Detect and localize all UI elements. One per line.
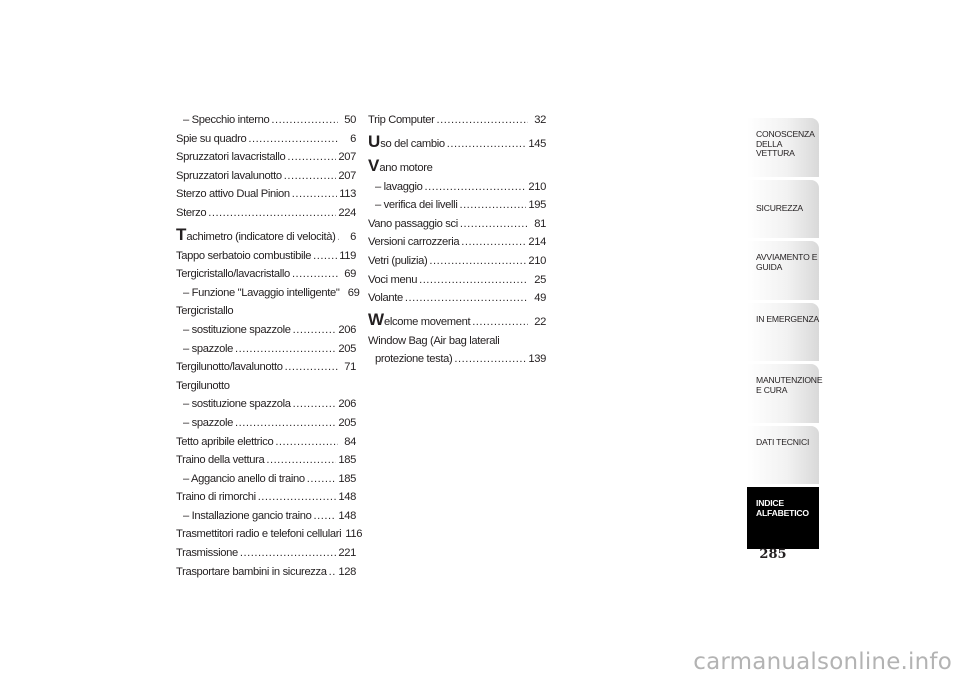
index-entry-text: elcome movement <box>384 315 471 328</box>
dot-leader <box>405 289 528 308</box>
index-entry-label: – spazzole <box>183 342 233 355</box>
index-entry <box>176 247 356 266</box>
dot-leader <box>208 204 336 223</box>
index-entry-page: 206 <box>338 398 356 411</box>
index-entry <box>176 265 356 284</box>
dot-leader <box>292 185 337 204</box>
index-entry-label <box>176 223 336 249</box>
watermark: carmanualsonline.info <box>693 649 952 675</box>
dot-leader <box>284 167 337 186</box>
index-entry-label: Vetri (pulizia) <box>368 254 428 267</box>
index-entry <box>176 358 356 377</box>
index-entry-label: Voci menu <box>368 273 418 286</box>
chapter-tab[interactable]: SICUREZZA <box>747 180 819 239</box>
chapter-tabs <box>747 118 823 552</box>
index-entry-page: 116 <box>345 528 363 541</box>
index-entry-page: 50 <box>344 114 356 126</box>
index-entry <box>368 215 546 234</box>
dot-leader <box>293 321 337 340</box>
index-entry <box>368 233 546 252</box>
index-entry-page: 128 <box>338 565 356 578</box>
index-entry <box>176 340 356 359</box>
index-entry <box>176 185 356 204</box>
dot-leader <box>240 544 336 563</box>
dot-leader <box>314 507 337 526</box>
index-entry <box>176 148 356 167</box>
index-entry <box>176 563 356 582</box>
index-entry-label: – Funzione "Lavaggio intelligente" <box>183 286 340 299</box>
index-entry-text: so del cambio <box>380 137 445 150</box>
index-entry-label: Sterzo <box>176 206 207 219</box>
index-entry-page: 71 <box>344 361 356 374</box>
dot-leader <box>266 451 336 470</box>
index-entry-page: 207 <box>338 151 356 164</box>
chapter-tab[interactable]: CONOSCENZA DELLA VETTURA <box>747 118 819 177</box>
index-entry-page: 148 <box>338 491 356 504</box>
index-entry-label: Vano passaggio sci <box>368 217 458 230</box>
dot-leader <box>235 414 336 433</box>
index-entry <box>368 178 546 197</box>
index-entry-label: Tergicristallo <box>176 305 234 318</box>
index-entry-page: 221 <box>338 547 356 560</box>
index-entry-page: 205 <box>338 416 356 429</box>
chapter-tab[interactable]: AVVIAMENTO E GUIDA <box>747 241 819 300</box>
index-entry-label <box>368 308 470 334</box>
index-entry <box>176 414 356 433</box>
index-entry-label: Volante <box>368 292 403 305</box>
index-entry-page: 205 <box>338 342 356 355</box>
index-entry-label: Sterzo attivo Dual Pinion <box>176 188 290 201</box>
index-entry-label: Tappo serbatoio combustibile <box>176 249 312 262</box>
index-entry-label: Trip Computer <box>368 114 435 126</box>
dot-leader <box>248 130 338 149</box>
index-entry <box>176 488 356 507</box>
index-entry-label: Versioni carrozzeria <box>368 236 460 249</box>
index-letter-initial: V <box>368 155 380 175</box>
index-entry-label: – sostituzione spazzole <box>183 323 291 336</box>
index-entry <box>176 544 356 563</box>
index-entry-page: 32 <box>534 114 546 126</box>
dot-leader <box>258 488 337 507</box>
dot-leader <box>429 252 526 271</box>
dot-leader <box>472 310 528 334</box>
index-entry-page: 6 <box>350 132 356 145</box>
index-entry-page: 6 <box>350 230 356 243</box>
dot-leader <box>447 132 527 156</box>
index-entry-label: Tergilunotto <box>176 379 230 392</box>
index-entry-page: 81 <box>534 217 546 230</box>
index-entry-page: 214 <box>528 236 546 249</box>
index-entry <box>176 223 356 247</box>
dot-leader <box>293 395 337 414</box>
dot-leader <box>329 563 337 582</box>
index-entry-label: Window Bag (Air bag laterali <box>368 334 500 347</box>
dot-leader <box>419 271 528 290</box>
chapter-tab[interactable]: DATI TECNICI <box>747 426 819 485</box>
index-entry-label: Trasportare bambini in sicurezza <box>176 565 327 578</box>
dot-leader <box>461 233 526 252</box>
index-entry <box>176 167 356 186</box>
index-entry <box>368 196 546 215</box>
index-entry-page: 84 <box>344 435 356 448</box>
dot-leader <box>437 111 528 130</box>
index-entry-label: – Aggancio anello di traino <box>183 472 305 485</box>
index-entry-label: Traino della vettura <box>176 454 265 467</box>
index-entry <box>368 332 546 351</box>
index-entry-label: protezione testa) <box>375 353 453 366</box>
index-entry-label <box>368 130 445 156</box>
index-entry <box>176 130 356 149</box>
index-entry-text: ano motore <box>379 161 433 174</box>
index-entry-page: 22 <box>534 315 546 328</box>
index-entry <box>368 350 546 369</box>
index-entry-label: Trasmissione <box>176 547 238 560</box>
index-letter-initial: U <box>368 131 381 151</box>
index-entry-page: 145 <box>528 137 546 150</box>
dot-leader <box>459 196 526 215</box>
index-entry-label: – spazzole <box>183 416 233 429</box>
dot-leader <box>313 247 337 266</box>
index-entry <box>176 470 356 489</box>
index-entry <box>368 308 546 332</box>
index-letter-initial: W <box>368 309 385 329</box>
index-entry-label: Tergicristallo/lavacristallo <box>176 268 290 281</box>
index-entry-text: achimetro (indicatore di velocità) <box>186 230 336 243</box>
index-entry-page: 210 <box>528 254 546 267</box>
index-entry <box>368 111 546 130</box>
index-letter-initial: T <box>176 224 187 244</box>
index-entry <box>176 395 356 414</box>
dot-leader <box>235 340 336 359</box>
index-entry-page: 69 <box>347 286 360 299</box>
index-entry-page: 69 <box>344 268 356 281</box>
index-entry <box>176 525 363 544</box>
index-entry-page: 113 <box>339 188 356 201</box>
index-entry <box>368 154 546 178</box>
index-entry <box>176 451 356 470</box>
index-entry-page: 185 <box>338 472 356 485</box>
index-entry-page: 210 <box>528 180 546 193</box>
index-entry-page: 49 <box>534 292 546 305</box>
dot-leader <box>287 148 336 167</box>
index-entry-label: – verifica dei livelli <box>375 199 458 212</box>
index-entry <box>368 289 546 308</box>
index-entry <box>368 271 546 290</box>
index-entry-label <box>368 154 432 180</box>
index-entry-page: 224 <box>338 206 356 219</box>
index-entry-page: 195 <box>528 199 546 212</box>
index-entry <box>176 321 356 340</box>
index-entry-label: – lavaggio <box>375 180 423 193</box>
dot-leader <box>425 178 527 197</box>
index-entry <box>176 507 356 526</box>
index-entry <box>368 252 546 271</box>
index-entry-label: – Installazione gancio traino <box>183 509 312 522</box>
index-entry-label: Tetto apribile elettrico <box>176 435 274 448</box>
dot-leader <box>454 350 526 369</box>
index-entry-label: Traino di rimorchi <box>176 491 256 504</box>
index-column-right <box>368 111 546 369</box>
index-entry-page: 206 <box>338 323 356 336</box>
page-number: 285 <box>759 547 787 562</box>
index-entry-page: 25 <box>534 273 546 286</box>
index-entry <box>176 204 356 223</box>
index-entry-label: – Specchio interno <box>183 114 270 126</box>
index-entry-label: Tergilunotto/lavalunotto <box>176 361 283 374</box>
dot-leader <box>271 111 338 130</box>
index-entry-label: Spruzzatori lavalunotto <box>176 169 282 182</box>
index-entry-label: Trasmettitori radio e telefoni cellulari <box>176 528 342 541</box>
index-entry-page: 139 <box>528 353 546 366</box>
dot-leader <box>285 358 338 377</box>
index-column-left <box>176 111 363 581</box>
dot-leader <box>307 470 337 489</box>
index-entry-page: 185 <box>338 454 356 467</box>
index-entry <box>176 111 356 130</box>
index-entry <box>176 433 356 452</box>
dot-leader <box>460 215 528 234</box>
index-entry <box>368 130 546 154</box>
chapter-tab[interactable]: MANUTENZIONE E CURA <box>747 364 819 423</box>
index-entry-page: 207 <box>338 169 356 182</box>
chapter-tab[interactable]: IN EMERGENZA <box>747 303 819 362</box>
dot-leader <box>292 265 338 284</box>
index-entry-label: Spie su quadro <box>176 132 247 145</box>
index-entry <box>176 284 360 303</box>
index-entry-label: Spruzzatori lavacristallo <box>176 151 286 164</box>
dot-leader <box>275 433 338 452</box>
index-entry <box>176 302 356 321</box>
index-entry-page: 148 <box>338 509 356 522</box>
chapter-tab[interactable]: INDICE ALFABETICO <box>747 487 819 549</box>
index-entry-label: – sostituzione spazzola <box>183 398 291 411</box>
index-entry-page: 119 <box>339 249 356 262</box>
index-entry <box>176 377 356 396</box>
